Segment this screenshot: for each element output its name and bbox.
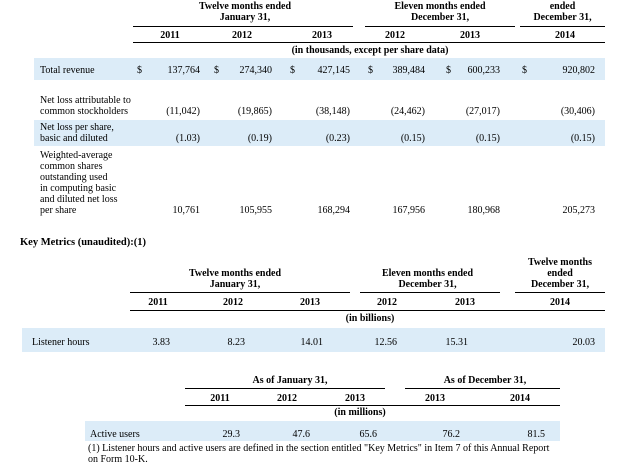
value-cell: 180,968 bbox=[467, 205, 500, 216]
label-line: and diluted net loss bbox=[40, 194, 118, 205]
header-rule bbox=[130, 292, 350, 293]
value-cell: 8.23 bbox=[227, 337, 245, 348]
year-col-2013-dec: 2013 bbox=[425, 393, 445, 404]
year-col-2014: 2014 bbox=[550, 297, 570, 308]
year-col-2013: 2013 bbox=[300, 297, 320, 308]
value-cell: 12.56 bbox=[374, 337, 397, 348]
header-fiscal-2014 bbox=[520, 1, 605, 23]
year-col-2012: 2012 bbox=[277, 393, 297, 404]
header-line: January 31, bbox=[219, 12, 271, 23]
year-col-2012: 2012 bbox=[232, 30, 252, 41]
value-cell: (30,406) bbox=[560, 106, 595, 117]
header-line: January 31, bbox=[209, 279, 261, 290]
header-line: Twelve months ended bbox=[198, 1, 292, 12]
dollar-sign: $ bbox=[446, 65, 451, 76]
value-cell: (0.23) bbox=[325, 133, 350, 144]
header-rule bbox=[133, 26, 353, 27]
value-cell: 76.2 bbox=[442, 429, 460, 440]
units-note: (in thousands, except per share data) bbox=[291, 45, 449, 56]
header-rule bbox=[520, 26, 605, 27]
dollar-sign: $ bbox=[137, 65, 142, 76]
value-cell: 105,955 bbox=[239, 205, 272, 216]
header-rule bbox=[405, 388, 560, 389]
label-line: Total revenue bbox=[40, 65, 95, 76]
row-label-weighted-average bbox=[40, 150, 118, 216]
value-cell: 274,340 bbox=[239, 65, 272, 76]
dollar-sign: $ bbox=[522, 65, 527, 76]
header-rule bbox=[365, 26, 515, 27]
row-label-net-loss-per-share bbox=[40, 122, 114, 144]
label-line: Net loss per share, bbox=[40, 122, 114, 133]
row-label-net-loss bbox=[40, 95, 131, 117]
dollar-sign: $ bbox=[290, 65, 295, 76]
header-rule bbox=[360, 292, 500, 293]
value-cell: 920,802 bbox=[562, 65, 595, 76]
value-cell: (0.15) bbox=[570, 133, 595, 144]
label-line: Weighted-average bbox=[40, 150, 113, 161]
value-cell: 14.01 bbox=[300, 337, 323, 348]
row-label-listener-hours: Listener hours bbox=[32, 337, 90, 348]
header-line: December 31, bbox=[533, 12, 592, 23]
label-line: per share bbox=[40, 205, 77, 216]
header-line: ended bbox=[549, 1, 576, 12]
row-label-active-users: Active users bbox=[90, 429, 140, 440]
value-cell: 20.03 bbox=[572, 337, 595, 348]
year-col-2014: 2014 bbox=[510, 393, 530, 404]
value-cell: (0.19) bbox=[247, 133, 272, 144]
footnote-line: on Form 10-K. bbox=[88, 454, 148, 465]
year-rule bbox=[185, 405, 560, 406]
value-cell: (1.03) bbox=[175, 133, 200, 144]
header-rule bbox=[515, 292, 605, 293]
header-line: December 31, bbox=[398, 279, 457, 290]
value-cell: 600,233 bbox=[467, 65, 500, 76]
label-line: Net loss attributable to bbox=[40, 95, 131, 106]
footnote-line: (1) Listener hours and active users are defined in the section entitled "Key Metrics" in Item 7 of this Annual Report bbox=[88, 443, 550, 454]
value-cell: (38,148) bbox=[315, 106, 350, 117]
header-line: December 31, bbox=[410, 12, 470, 23]
year-rule bbox=[133, 42, 605, 43]
value-cell: 168,294 bbox=[317, 205, 350, 216]
label-line: outstanding used bbox=[40, 172, 108, 183]
header-line: Eleven months ended bbox=[394, 1, 486, 12]
header-rule bbox=[185, 388, 385, 389]
units-note: (in millions) bbox=[334, 407, 386, 418]
value-cell: 389,484 bbox=[392, 65, 425, 76]
header-line: Twelve months bbox=[528, 257, 592, 268]
footnote bbox=[88, 443, 549, 465]
year-col-2012-dec: 2012 bbox=[385, 30, 405, 41]
value-cell: 81.5 bbox=[527, 429, 545, 440]
label-line: common shares bbox=[40, 161, 103, 172]
value-cell: 29.3 bbox=[222, 429, 240, 440]
year-col-2012-dec: 2012 bbox=[377, 297, 397, 308]
value-cell: 47.6 bbox=[292, 429, 310, 440]
header-line: December 31, bbox=[530, 279, 590, 290]
value-cell: 427,145 bbox=[317, 65, 350, 76]
value-cell: (27,017) bbox=[465, 106, 500, 117]
header-line: ended bbox=[547, 268, 573, 279]
value-cell: 137,764 bbox=[167, 65, 200, 76]
key-metrics-title: Key Metrics (unaudited):(1) bbox=[20, 237, 146, 248]
header-eleven-months bbox=[365, 268, 490, 290]
value-cell: (19,865) bbox=[237, 106, 272, 117]
year-col-2011: 2011 bbox=[148, 297, 168, 308]
header-as-of-december: As of December 31, bbox=[443, 375, 527, 386]
label-line: common stockholders bbox=[40, 106, 129, 117]
header-twelve-months bbox=[160, 1, 330, 23]
header-eleven-months bbox=[380, 1, 500, 23]
row-label-total-revenue bbox=[40, 65, 95, 76]
header-fiscal-2014 bbox=[515, 257, 605, 290]
year-col-2013: 2013 bbox=[312, 30, 332, 41]
header-as-of-january: As of January 31, bbox=[252, 375, 328, 386]
year-col-2013: 2013 bbox=[345, 393, 365, 404]
year-col-2013-dec: 2013 bbox=[460, 30, 480, 41]
value-cell: 167,956 bbox=[392, 205, 425, 216]
year-col-2014: 2014 bbox=[555, 30, 575, 41]
value-cell: 10,761 bbox=[172, 205, 200, 216]
header-line: Eleven months ended bbox=[381, 268, 474, 279]
value-cell: 3.83 bbox=[152, 337, 170, 348]
year-col-2013-dec: 2013 bbox=[455, 297, 475, 308]
dollar-sign: $ bbox=[214, 65, 219, 76]
label-line: in computing basic bbox=[40, 183, 117, 194]
label-line: basic and diluted bbox=[40, 133, 108, 144]
value-cell: (24,462) bbox=[390, 106, 425, 117]
value-cell: 15.31 bbox=[445, 337, 468, 348]
value-cell: (11,042) bbox=[166, 106, 200, 117]
value-cell: (0.15) bbox=[475, 133, 500, 144]
year-rule bbox=[130, 310, 605, 311]
value-cell: (0.15) bbox=[400, 133, 425, 144]
value-cell: 205,273 bbox=[562, 205, 595, 216]
year-col-2012: 2012 bbox=[223, 297, 243, 308]
value-cell: 65.6 bbox=[359, 429, 377, 440]
dollar-sign: $ bbox=[368, 65, 373, 76]
units-note: (in billions) bbox=[345, 313, 395, 324]
year-col-2011: 2011 bbox=[160, 30, 180, 41]
year-col-2011: 2011 bbox=[210, 393, 230, 404]
header-line: Twelve months ended bbox=[188, 268, 282, 279]
header-twelve-months bbox=[165, 268, 305, 290]
